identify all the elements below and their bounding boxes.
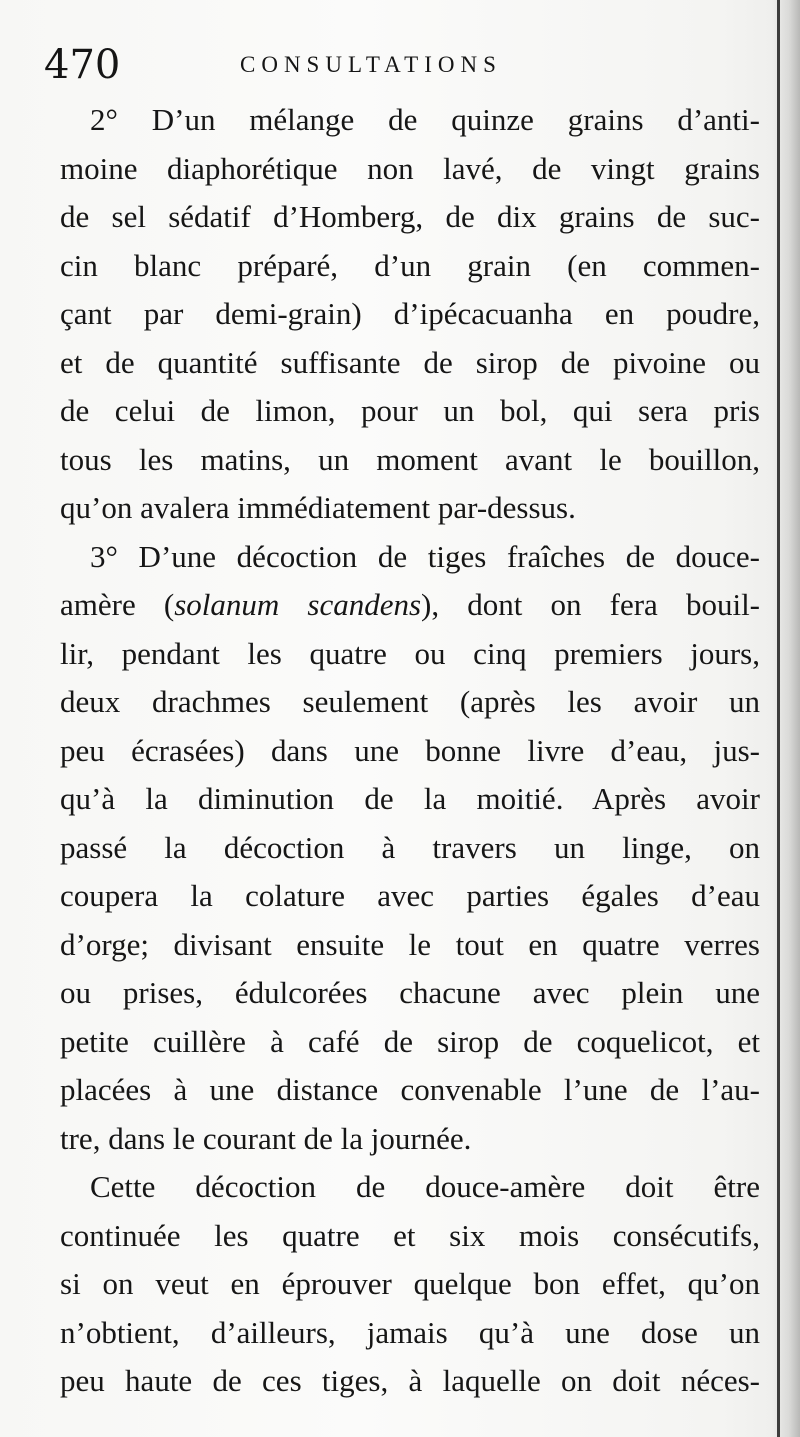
text-line: coupera la colature avec parties égales d’eau — [60, 878, 760, 913]
page-number: 470 — [44, 42, 121, 88]
text-line: Cette décoction de douce-amère doit être — [90, 1169, 760, 1204]
text-segment: ), dont on fera bouil- — [421, 587, 760, 622]
text-line: 2° D’un mélange de quinze grains d’anti- — [90, 102, 760, 137]
text-segment: amère ( — [60, 587, 175, 622]
text-line: continuée les quatre et six mois consécutifs, — [60, 1217, 760, 1253]
text-line: qu’à la diminution de la moitié. Après avoir — [60, 781, 760, 816]
text-line: placées à une distance convenable l’une de l’au- — [60, 1072, 760, 1107]
text-line: lir, pendant les quatre ou cinq premiers jours, — [60, 635, 760, 671]
page-edge-line — [777, 0, 780, 1437]
text-line: tous les matins, un moment avant le bouillon, — [60, 441, 760, 477]
text-line: petite cuillère à café de sirop de coquelicot, et — [60, 1023, 760, 1059]
text-line: de sel sédatif d’Homberg, de dix grains de suc- — [60, 199, 760, 234]
text-line: passé la décoction à travers un linge, on — [60, 829, 760, 865]
latin-botanical-name: solanum scandens — [174, 587, 422, 622]
text-line: moine diaphorétique non lavé, de vingt grains — [60, 150, 760, 186]
text-line: ou prises, édulcorées chacune avec plein une — [60, 975, 760, 1010]
text-line: peu écrasées) dans une bonne livre d’eau, jus- — [60, 732, 760, 768]
running-title: CONSULTATIONS — [240, 52, 502, 77]
running-head — [44, 40, 764, 90]
text-line: peu haute de ces tiges, à laquelle on doit néces- — [60, 1363, 760, 1398]
text-line: 3° D’une décoction de tiges fraîches de douce- — [90, 538, 760, 574]
text-line: çant par demi-grain) d’ipécacuanha en poudre, — [60, 296, 760, 331]
text-line: d’orge; divisant ensuite le tout en quatre verres — [60, 926, 760, 962]
text-line: tre, dans le courant de la journée. — [60, 1120, 472, 1156]
text-line: deux drachmes seulement (après les avoir un — [60, 684, 760, 719]
text-line: qu’on avalera immédiatement par-dessus. — [60, 490, 576, 525]
text-line: n’obtient, d’ailleurs, jamais qu’à une dose un — [60, 1314, 760, 1350]
body-text — [60, 96, 760, 1406]
text-line: cin blanc préparé, d’un grain (en commen- — [60, 247, 760, 283]
text-line-with-italic — [60, 581, 760, 630]
text-line: et de quantité suffisante de sirop de pivoine ou — [60, 344, 760, 380]
text-line: si on veut en éprouver quelque bon effet, qu’on — [60, 1266, 760, 1301]
text-line: de celui de limon, pour un bol, qui sera pris — [60, 393, 760, 428]
